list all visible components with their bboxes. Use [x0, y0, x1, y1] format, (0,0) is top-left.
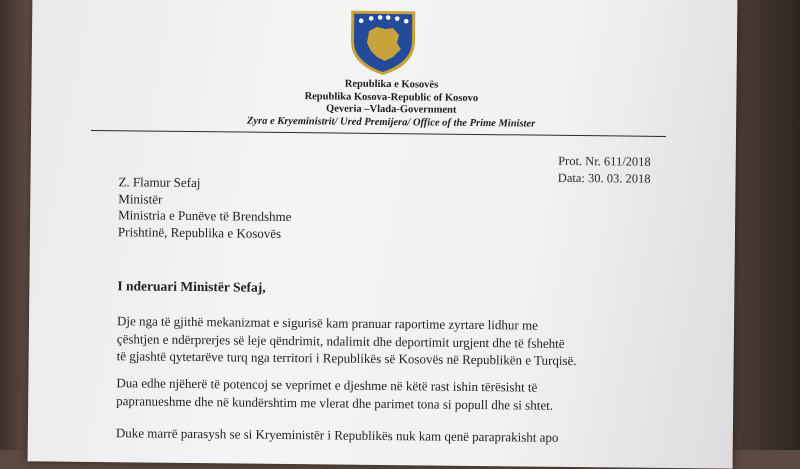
recipient-title: Ministër: [118, 190, 163, 207]
body-paragraph-3: [116, 424, 706, 448]
desk-background-right: [730, 0, 800, 450]
reference-block: [558, 153, 651, 188]
recipient-ministry: Ministria e Punëve të Brendshme: [118, 207, 292, 225]
paragraph-line: Duke marrë parasysh se si Kryeministër i Republikës nuk kam qenë paraprakisht apo: [115, 425, 559, 445]
salutation: I nderuari Ministër Sefaj,: [117, 278, 266, 295]
coat-of-arms-icon: [347, 7, 420, 78]
protocol-number: Prot. Nr. 611/2018: [558, 153, 651, 169]
paragraph-line: Dje nga të gjithë mekanizmat e sigurisë kam pranuar raportime zyrtare lidhur me: [116, 313, 538, 333]
letterhead-line-4: Zyra e Kryeministrit/ Ured Premijera/ Office of the Prime Minister: [246, 115, 536, 130]
paragraph-line: papranueshme dhe në kundërshtim me vlerat dhe parimet tona si popull dhe si shtet.: [116, 392, 554, 413]
recipient-name: Z. Flamur Sefaj: [118, 174, 201, 191]
letter-date: Data: 30. 03. 2018: [557, 170, 651, 186]
letterhead-line-1: Republika e Kosovës: [344, 78, 439, 91]
government-letterhead: [201, 77, 582, 131]
paragraph-line: çështjen e ndërprerjes së leje qëndrimit, ndalimit dhe deportimit urgjent dhe të fshehtë: [116, 330, 565, 351]
letterhead-line-2: Republika Kosova-Republic of Kosovo: [304, 90, 479, 104]
recipient-location: Prishtinë, Republika e Kosovës: [117, 223, 282, 241]
body-paragraph-2: [116, 374, 706, 415]
paragraph-line: Dua edhe njëherë të potencoj se veprimet e djeshme në këtë rast ishin tërësisht të: [116, 375, 538, 395]
paragraph-line: të gjashtë qytetarëve turq nga territori i Republikës së Kosovës në Republikën e Turqisë.: [116, 348, 577, 369]
letter-page: [28, 0, 738, 469]
body-paragraph-1: [117, 312, 708, 371]
letterhead-line-3: Qeveria –Vlada-Government: [326, 103, 457, 116]
recipient-address: [118, 174, 292, 242]
